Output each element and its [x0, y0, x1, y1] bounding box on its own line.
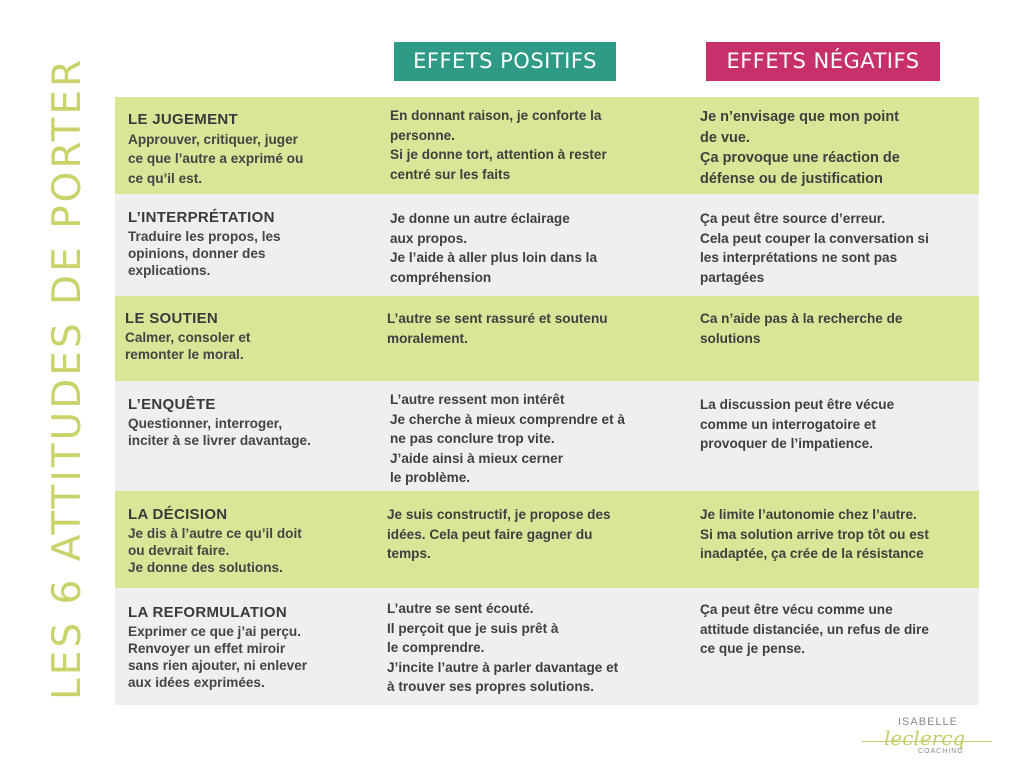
negative-line: Ca n’aide pas à la recherche de — [700, 311, 903, 326]
negative-effect-cell — [700, 107, 970, 189]
negative-line: Ça provoque une réaction de — [700, 150, 900, 166]
attitude-title: LE JUGEMENT — [128, 111, 238, 128]
positive-line: personne. — [390, 127, 455, 143]
negative-line: partagées — [700, 269, 765, 285]
page-title: LES 6 ATTITUDES DE PORTER — [45, 56, 90, 700]
positive-effect-cell — [387, 309, 667, 348]
negative-line: les interprétations ne sont pas — [700, 250, 898, 265]
negative-effect-cell — [700, 209, 970, 287]
attitude-cell — [128, 395, 373, 449]
positive-line: L’autre ressent mon intérêt — [390, 392, 565, 407]
logo-bottom-text: COACHING — [918, 748, 964, 755]
positive-line: temps. — [387, 546, 431, 561]
attitude-title: L’INTERPRÉTATION — [128, 209, 275, 226]
negative-effect-cell — [700, 309, 970, 348]
attitude-desc-line: Approuver, critiquer, juger — [128, 131, 298, 147]
logo-script-text: leclercq — [884, 726, 966, 750]
positive-line: à trouver ses propres solutions. — [387, 679, 594, 694]
positive-line: Il perçoit que je suis prêt à — [387, 620, 559, 636]
negative-line: La discussion peut être vécue — [700, 397, 895, 412]
attitude-title: LA DÉCISION — [128, 506, 228, 523]
negative-line: de vue. — [700, 129, 750, 146]
negative-line: défense ou de justification — [700, 170, 883, 187]
attitude-title: LA REFORMULATION — [128, 604, 287, 621]
negative-line: Si ma solution arrive trop tôt ou est — [700, 526, 929, 542]
attitude-desc-line: Exprimer ce que j’ai perçu. — [128, 623, 302, 639]
positive-line: Je donne un autre éclairage — [390, 211, 570, 226]
positive-line: centré sur les faits — [390, 166, 511, 182]
attitude-desc-line: Je donne des solutions. — [128, 559, 283, 575]
negative-effect-cell — [700, 600, 970, 659]
negative-effect-cell — [700, 395, 970, 454]
positive-line: le comprendre. — [387, 640, 485, 655]
negative-effect-cell — [700, 505, 970, 564]
table-row-reformulation — [115, 588, 979, 705]
negative-line: Cela peut couper la conversation si — [700, 230, 929, 246]
header-positive-effects: EFFETS POSITIFS — [394, 42, 616, 81]
positive-line: aux propos. — [390, 230, 468, 246]
attitude-desc-line: ce que l’autre a exprimé ou — [128, 151, 304, 166]
positive-line: L’autre se sent écouté. — [387, 601, 534, 616]
positive-line: Si je donne tort, attention à rester — [390, 147, 607, 162]
positive-effect-cell — [387, 505, 667, 564]
positive-line: compréhension — [390, 269, 492, 285]
attitude-title: LE SOUTIEN — [125, 310, 219, 327]
positive-line: ne pas conclure trop vite. — [390, 431, 555, 446]
negative-line: Je n’envisage que mon point — [700, 109, 900, 125]
negative-line: inadaptée, ça crée de la résistance — [700, 546, 924, 561]
positive-line: Je l’aide à aller plus loin dans la — [390, 250, 598, 265]
attitude-desc-line: explications. — [128, 262, 211, 278]
attitude-desc-line: Questionner, interroger, — [128, 415, 283, 431]
attitude-desc-line: sans rien ajouter, ni enlever — [128, 657, 308, 673]
positive-line: moralement. — [387, 330, 468, 346]
positive-effect-cell — [387, 599, 667, 697]
attitude-desc-line: aux idées exprimées. — [128, 674, 265, 690]
attitude-desc-line: Traduire les propos, les — [128, 228, 281, 244]
attitude-desc-line: Renvoyer un effet miroir — [128, 640, 286, 656]
negative-line: ce que je pense. — [700, 641, 806, 656]
attitude-desc-line: remonter le moral. — [125, 346, 244, 362]
positive-line: Je cherche à mieux comprendre et à — [390, 411, 625, 427]
negative-line: solutions — [700, 330, 761, 346]
table-row-enquete — [115, 381, 979, 491]
attitude-cell — [128, 208, 373, 279]
negative-line: Ça peut être vécu comme une — [700, 602, 893, 617]
attitude-desc-line: ce qu’il est. — [128, 170, 203, 186]
logo-top-text: ISABELLE — [898, 716, 958, 728]
attitude-cell — [125, 309, 370, 363]
attitude-desc-line: opinions, donner des — [128, 245, 266, 261]
positive-effect-cell — [390, 106, 670, 184]
attitude-desc-line: Calmer, consoler et — [125, 329, 251, 345]
attitude-cell — [128, 603, 373, 691]
table-row-interpretation — [115, 194, 979, 296]
positive-line: En donnant raison, je conforte la — [390, 108, 602, 123]
attitude-desc-line: inciter à se livrer davantage. — [128, 432, 311, 448]
positive-line: idées. Cela peut faire gagner du — [387, 526, 593, 542]
positive-line: L’autre se sent rassuré et soutenu — [387, 311, 608, 326]
positive-line: le problème. — [390, 470, 471, 485]
negative-line: provoquer de l’impatience. — [700, 436, 873, 451]
attitude-cell — [128, 110, 373, 188]
negative-line: comme un interrogatoire et — [700, 416, 876, 432]
attitude-desc-line: Je dis à l’autre ce qu’il doit — [128, 525, 302, 541]
table-row-decision — [115, 491, 979, 588]
positive-line: Je suis constructif, je propose des — [387, 507, 611, 522]
positive-effect-cell — [390, 390, 670, 488]
negative-line: Ça peut être source d’erreur. — [700, 211, 886, 226]
negative-line: attitude distanciée, un refus de dire — [700, 621, 929, 637]
positive-line: J’aide ainsi à mieux cerner — [390, 450, 564, 466]
table-row-soutien — [115, 296, 979, 381]
positive-effect-cell — [390, 209, 670, 287]
attitude-desc-line: ou devrait faire. — [128, 542, 230, 558]
attitude-cell — [128, 505, 373, 576]
negative-line: Je limite l’autonomie chez l’autre. — [700, 507, 917, 522]
table-row-jugement — [115, 97, 979, 194]
brand-logo — [862, 716, 992, 758]
attitude-title: L’ENQUÊTE — [128, 396, 216, 413]
positive-line: J’incite l’autre à parler davantage et — [387, 659, 619, 675]
attitudes-table — [115, 97, 979, 705]
header-negative-effects: EFFETS NÉGATIFS — [706, 42, 940, 81]
